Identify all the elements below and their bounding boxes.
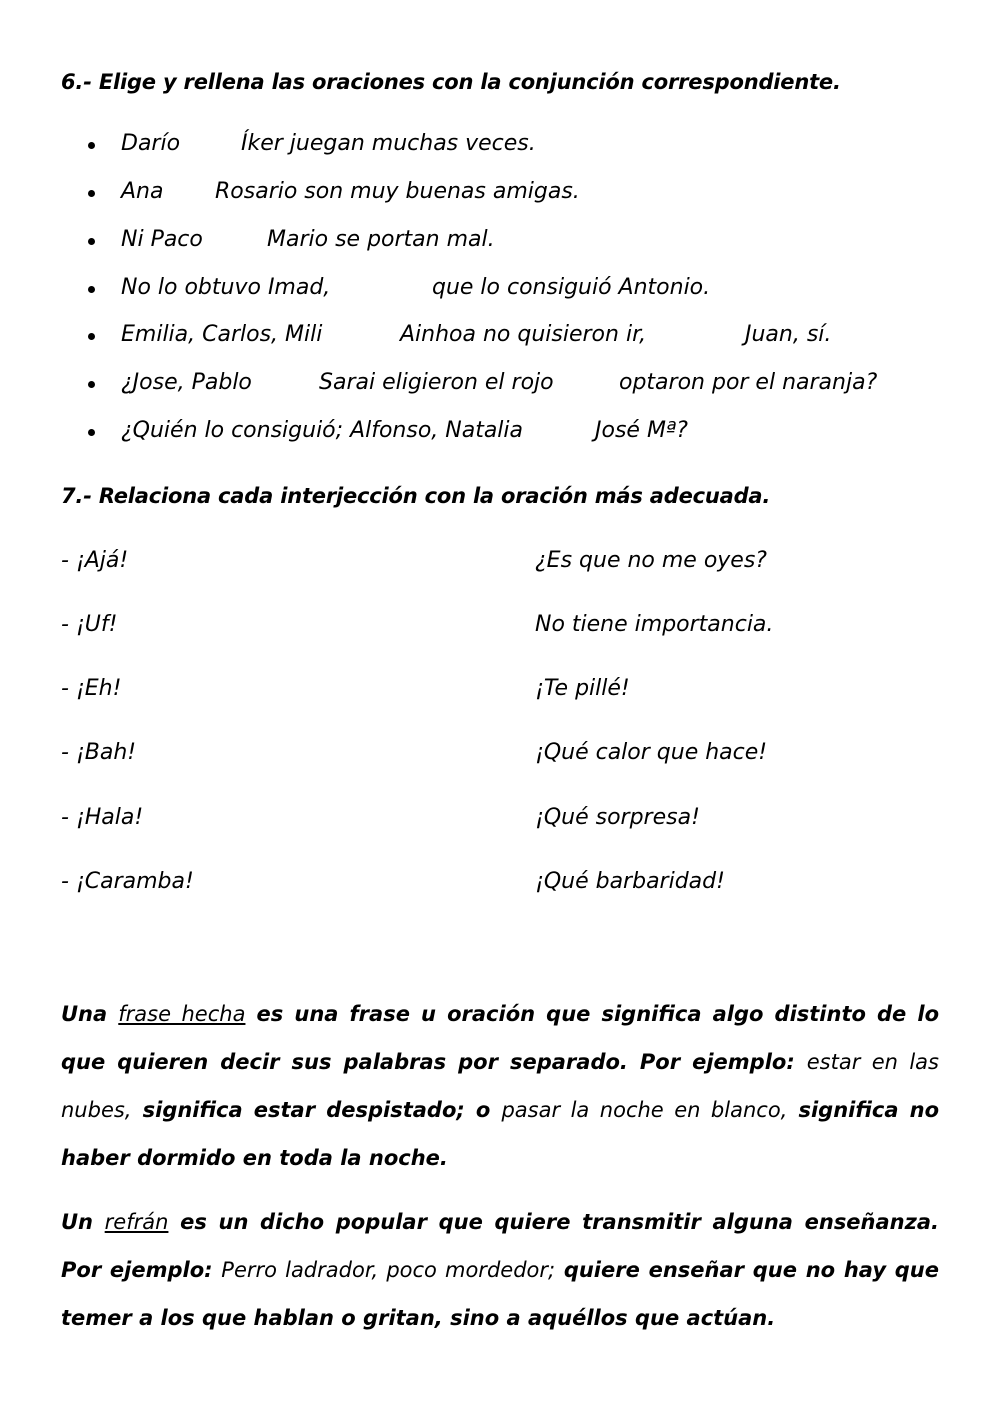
example-text: Perro ladrador, poco mordedor;: [221, 1258, 556, 1282]
paragraph-text: es una frase u oración que significa algo distinto de lo que quieren decir sus palabras por separado. Por ejemplo:: [61, 1002, 940, 1074]
interjection-item: - ¡Ajá!: [61, 548, 129, 573]
paragraph-text: Una: [61, 1002, 119, 1026]
sentence-part: Darío: [121, 131, 181, 156]
bullet-icon: [88, 333, 95, 340]
interjection-item: - ¡Hala!: [61, 805, 144, 830]
example-text: pasar la noche en blanco,: [501, 1098, 788, 1122]
sentence-part: optaron por el naranja?: [619, 370, 878, 395]
sentence-part: Ana: [121, 179, 164, 204]
match-sentence: No tiene importancia.: [535, 612, 774, 637]
sentence-part: No lo obtuvo Imad,: [121, 275, 331, 300]
match-sentence: ¡Qué sorpresa!: [535, 805, 700, 830]
bullet-icon: [88, 238, 95, 245]
sentence-part: Juan, sí.: [745, 322, 832, 347]
sentence-part: Rosario son muy buenas amigas.: [215, 179, 580, 204]
interjection-item: - ¡Uf!: [61, 612, 118, 637]
paragraph-text: es un dicho popular que quiere transmitir alguna enseñanza. Por ejemplo:: [61, 1210, 939, 1282]
bullet-icon: [88, 429, 95, 436]
term-refran: refrán: [104, 1210, 169, 1234]
match-sentence: ¡Qué calor que hace!: [535, 740, 768, 765]
bullet-icon: [88, 286, 95, 293]
paragraph-text: significa no haber dormido en toda la noche.: [61, 1098, 940, 1170]
sentence-part: que lo consiguió Antonio.: [432, 275, 711, 300]
sentence-part: Emilia, Carlos, Mili: [121, 322, 323, 347]
match-sentence: ¡Qué barbaridad!: [535, 869, 725, 894]
sentence-part: Sarai eligieron el rojo: [319, 370, 554, 395]
bullet-icon: [88, 142, 95, 149]
paragraph-text: quiere enseñar que no hay que temer a los que hablan o gritan, sino a aquéllos que actúan.: [61, 1258, 939, 1330]
sentence-part: Ni Paco: [121, 227, 203, 252]
section-7-heading: 7.- Relaciona cada interjección con la oración más adecuada.: [61, 484, 771, 508]
bullet-icon: [88, 190, 95, 197]
sentence-part: Íker juegan muchas veces.: [241, 131, 536, 156]
match-sentence: ¿Es que no me oyes?: [535, 548, 767, 573]
sentence-part: ¿Quién lo consiguió; Alfonso, Natalia: [121, 418, 524, 443]
interjection-item: - ¡Bah!: [61, 740, 137, 765]
refran-paragraph: [61, 1198, 939, 1342]
paragraph-text: significa estar despistado; o: [131, 1098, 502, 1122]
frase-hecha-paragraph: [61, 990, 939, 1182]
example-text: estar en las nubes,: [61, 1050, 939, 1122]
bullet-icon: [88, 381, 95, 388]
sentence-part: Mario se portan mal.: [267, 227, 495, 252]
paragraph-text: Un: [61, 1210, 105, 1234]
sentence-part: José Mª?: [595, 418, 688, 443]
section-6-heading: 6.- Elige y rellena las oraciones con la conjunción correspondiente.: [61, 70, 841, 94]
sentence-part: ¿Jose, Pablo: [121, 370, 252, 395]
sentence-part: Ainhoa no quisieron ir,: [400, 322, 647, 347]
term-frase-hecha: frase hecha: [118, 1002, 246, 1026]
match-sentence: ¡Te pillé!: [535, 676, 630, 701]
interjection-item: - ¡Eh!: [61, 676, 122, 701]
interjection-item: - ¡Caramba!: [61, 869, 194, 894]
